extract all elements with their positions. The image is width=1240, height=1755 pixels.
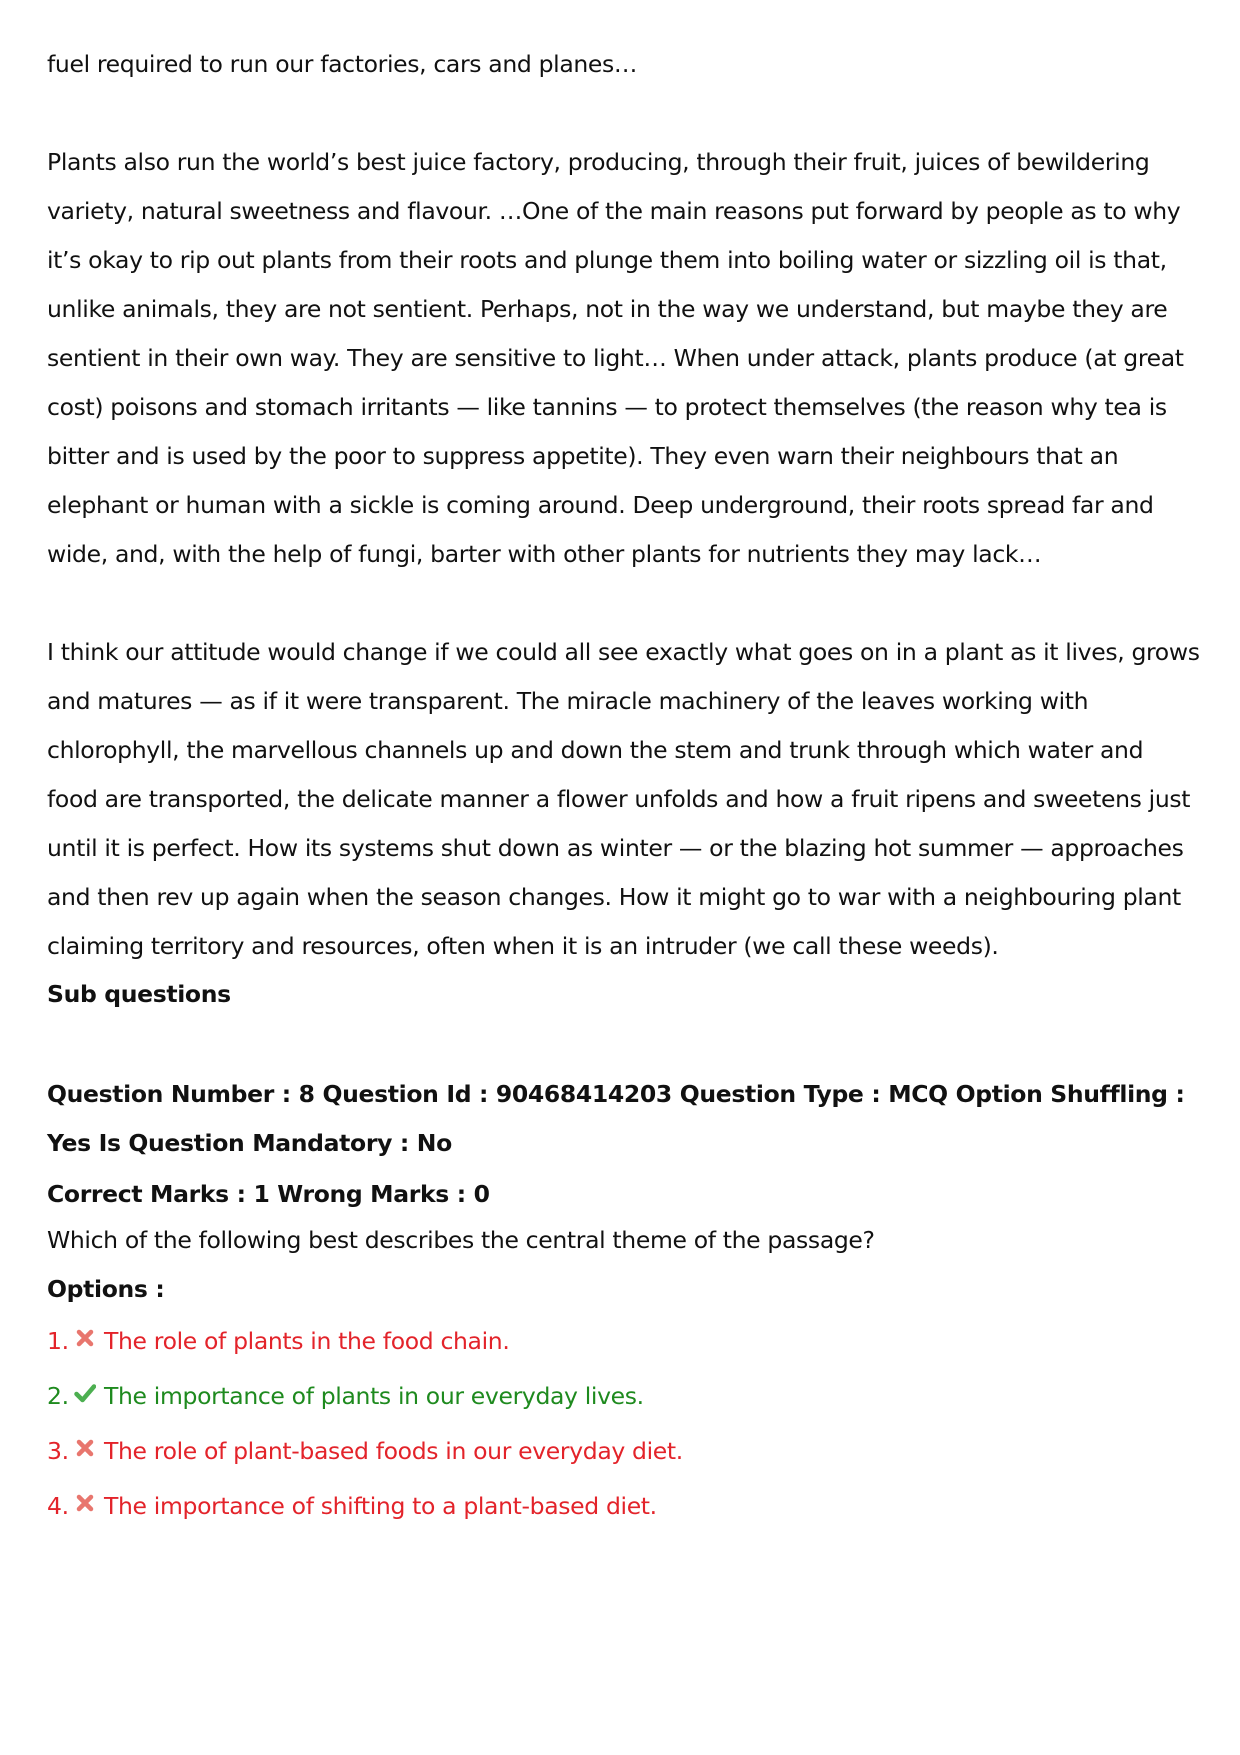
options-list bbox=[47, 1326, 1200, 1521]
option-number: 2. bbox=[47, 1382, 69, 1410]
option-3 bbox=[47, 1436, 1200, 1466]
options-label: Options : bbox=[47, 1275, 165, 1303]
question-text: Which of the following best describes the central theme of the passage? bbox=[47, 1226, 875, 1254]
passage-paragraph-1: fuel required to run our factories, cars and planes… bbox=[47, 50, 638, 78]
passage bbox=[47, 40, 1200, 971]
cross-icon bbox=[74, 1327, 96, 1349]
option-text: The role of plant-based foods in our everyday diet. bbox=[104, 1437, 683, 1465]
option-1 bbox=[47, 1326, 1200, 1356]
passage-paragraph-2: Plants also run the world’s best juice factory, producing, through their fruit, juices of bewildering variety, natural sweetness and flavour. …One of the main reasons put forward by people as to why it’s okay to rip out plants from their roots and plunge them into boiling water or sizzling oil is that, unlike animals, they are not sentient. Perhaps, not in the way we understand, but maybe they are sentient in their own way. They are sensitive to light… When under attack, plants produce (at great cost) poisons and stomach irritants — like tannins — to protect themselves (the reason why tea is bitter and is used by the poor to suppress appetite). They even warn their neighbours that an elephant or human with a sickle is coming around. Deep underground, their roots spread far and wide, and, with the help of fungi, barter with other plants for nutrients they may lack… bbox=[47, 148, 1184, 568]
cross-icon bbox=[74, 1492, 96, 1514]
option-text: The importance of shifting to a plant-based diet. bbox=[104, 1492, 657, 1520]
option-number: 1. bbox=[47, 1327, 69, 1355]
check-icon bbox=[74, 1382, 96, 1404]
option-4 bbox=[47, 1491, 1200, 1521]
option-2 bbox=[47, 1381, 1200, 1411]
question-marks: Correct Marks : 1 Wrong Marks : 0 bbox=[47, 1180, 490, 1208]
option-text: The role of plants in the food chain. bbox=[104, 1327, 510, 1355]
option-text: The importance of plants in our everyday lives. bbox=[104, 1382, 644, 1410]
option-number: 3. bbox=[47, 1437, 69, 1465]
cross-icon bbox=[74, 1437, 96, 1459]
option-number: 4. bbox=[47, 1492, 69, 1520]
sub-questions-heading: Sub questions bbox=[47, 980, 231, 1008]
passage-paragraph-3: I think our attitude would change if we could all see exactly what goes on in a plant as it lives, grows and matures — as if it were transparent. The miracle machinery of the leaves working with chlorophyll, the marvellous channels up and down the stem and trunk through which water and food are transported, the delicate manner a flower unfolds and how a fruit ripens and sweetens just until it is perfect. How its systems shut down as winter — or the blazing hot summer — approaches and then rev up again when the season changes. How it might go to war with a neighbouring plant claiming territory and resources, often when it is an intruder (we call these weeds). bbox=[47, 638, 1200, 960]
question-header: Question Number : 8 Question Id : 90468414203 Question Type : MCQ Option Shuffling : Yes Is Question Mandatory : No bbox=[47, 1080, 1185, 1157]
